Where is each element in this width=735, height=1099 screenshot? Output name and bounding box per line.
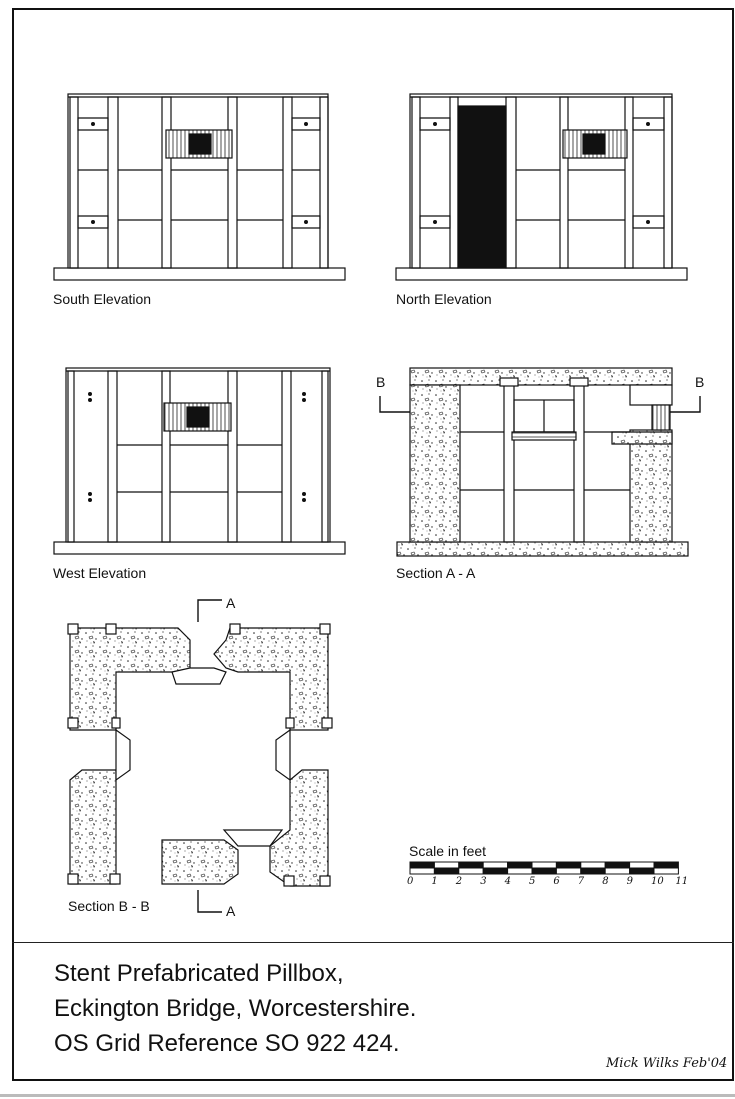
scale-segment-lower [508,868,532,874]
scale-bar [410,862,678,874]
scale-segment-lower [605,868,629,874]
scale-tick-label: 3 [480,876,487,887]
scale-segment-lower [459,868,483,874]
scale-segment-lower [630,868,654,874]
scale-tick-label: 7 [577,876,585,887]
scale-segment-lower [654,868,678,874]
section-bb-drawing [68,600,332,912]
scale-tick-label: 1 [431,876,438,887]
west-elevation-label: West Elevation [53,565,147,581]
scale-segment-lower [532,868,556,874]
section-bb-label: Section B - B [68,898,150,914]
north-elevation-label: North Elevation [396,291,492,307]
scale-segment-upper [605,862,629,868]
scale-segment-lower [483,868,507,874]
scale-segment-lower [556,868,580,874]
marker-a-bottom: A [226,903,236,919]
scale-segment-upper [508,862,532,868]
scale-segment-lower [434,868,458,874]
scale-segment-upper [459,862,483,868]
scale-title: Scale in feet [409,843,487,859]
marker-b-right: B [695,374,705,390]
scale-tick-label: 11 [675,876,689,887]
scale-tick-label: 4 [504,876,511,887]
scale-tick-label: 5 [529,876,536,887]
scale-segment-upper [410,862,434,868]
scale-segment-upper [654,862,678,868]
scale-tick-label: 8 [602,876,609,887]
scale-tick-label: 9 [626,876,633,887]
scale-segment-upper [532,862,556,868]
section-aa-label: Section A - A [396,565,476,581]
scale-segment-upper [483,862,507,868]
scale-segment-lower [410,868,434,874]
west-elevation-drawing [54,368,345,554]
title-line-1: Stent Prefabricated Pillbox, [54,960,344,987]
scale-segment-upper [556,862,580,868]
marker-a-top: A [226,595,236,611]
north-elevation-drawing [396,94,687,280]
title-line-2: Eckington Bridge, Worcestershire. [54,995,417,1022]
scale-segment-upper [434,862,458,868]
scale-segment-lower [581,868,605,874]
scale-segment-upper [630,862,654,868]
scale-tick-label: 6 [553,876,560,887]
section-aa-drawing [380,368,700,556]
scale-tick-label: 0 [407,876,414,887]
south-elevation-drawing [54,94,345,280]
signature: Mick Wilks Feb'04 [606,1056,728,1071]
south-elevation-label: South Elevation [53,291,152,307]
scale-tick-label: 10 [651,876,664,887]
title-line-3: OS Grid Reference SO 922 424. [54,1030,400,1057]
scale-tick-label: 2 [455,876,463,887]
marker-b-left: B [376,374,386,390]
scale-segment-upper [581,862,605,868]
